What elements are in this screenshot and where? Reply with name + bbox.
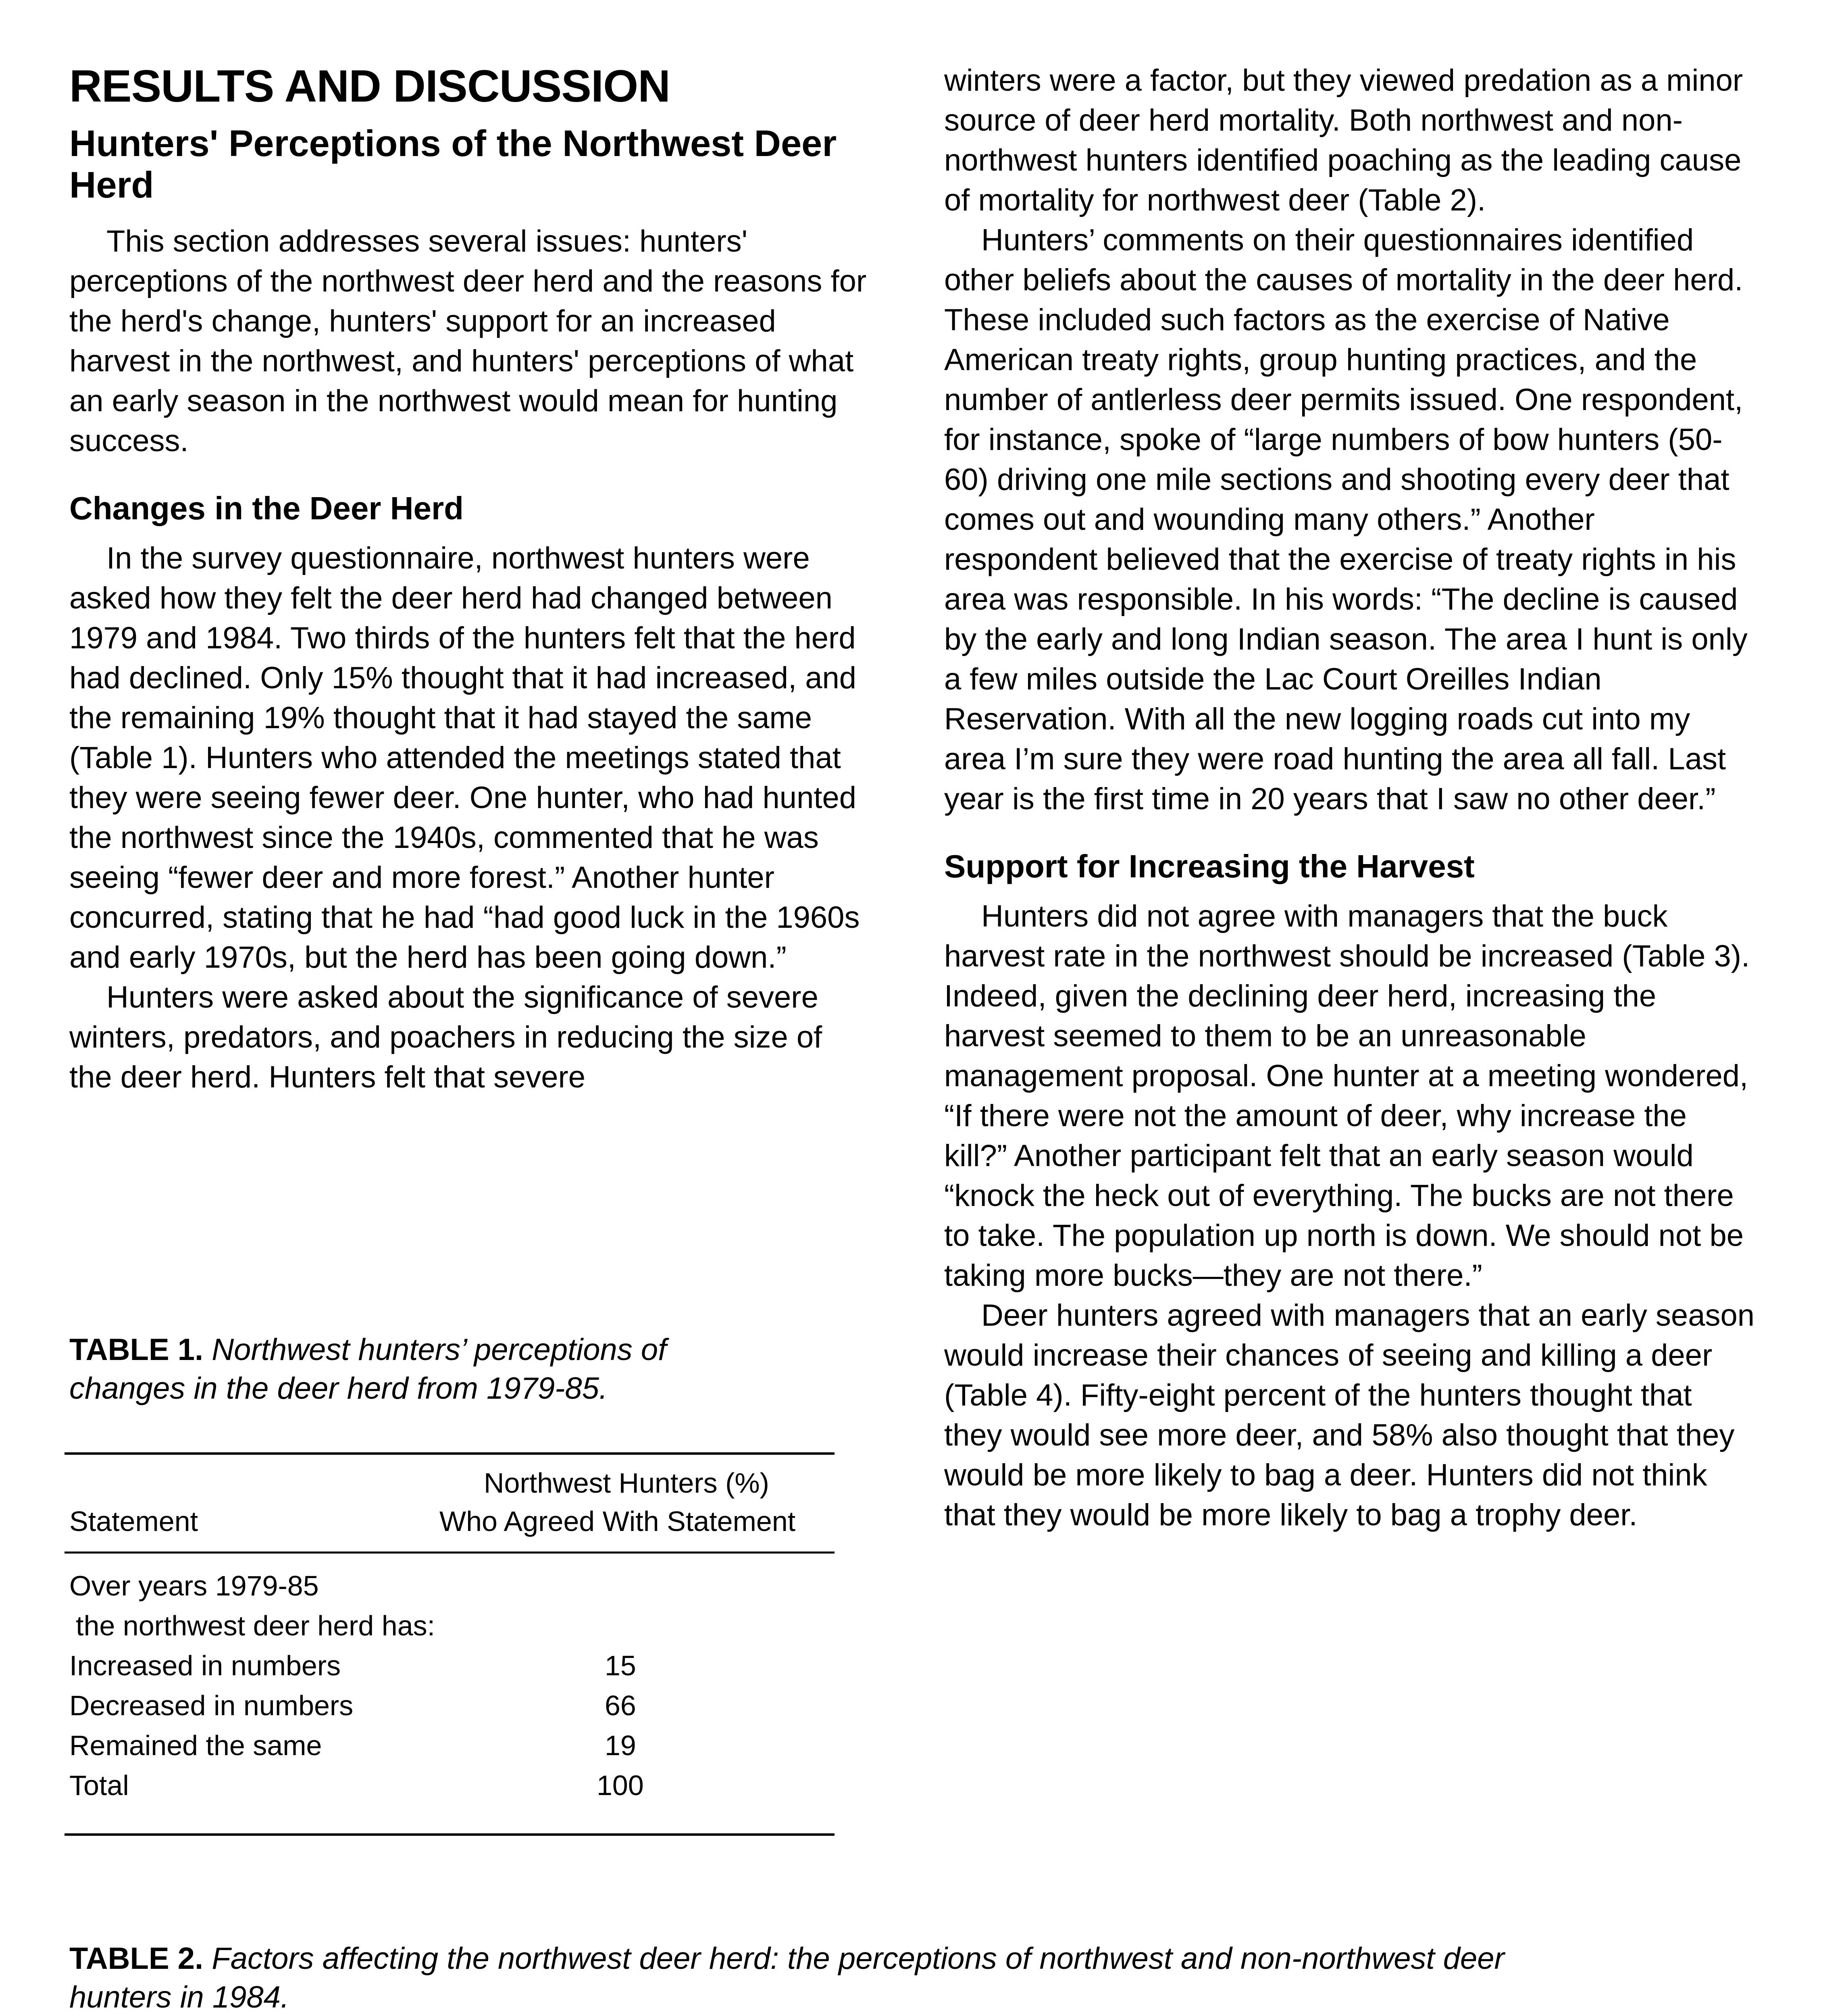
table-1-col-value-line1: Northwest Hunters (%) <box>484 1467 769 1499</box>
table-1-row-label: Total <box>69 1770 129 1801</box>
table-1-caption-text: Northwest hunters’ perceptions of changes in the deer herd from 1979-85. <box>69 1333 667 1406</box>
table-1-header <box>65 1455 835 1552</box>
table-1-row-value: 15 <box>605 1650 636 1681</box>
table-1-row-label: Remained the same <box>69 1730 322 1761</box>
table-1-row-label: Increased in numbers <box>69 1650 341 1681</box>
table-1-row-value: 100 <box>597 1770 644 1801</box>
paragraph-continued: winters were a factor, but they viewed predation as a minor source of deer herd mortality. Both northwest and non-northwest hunters identified poaching as the leading cause of mortality for northwest deer (Table 2). <box>944 63 1743 217</box>
table-1-caption <box>69 1331 787 1408</box>
table-1-row-value: 66 <box>605 1690 636 1721</box>
table-1-group-row <box>65 1610 835 1649</box>
paragraph-early-season: Deer hunters agreed with managers that an early season would increase their chances of seeing and killing a deer (Table 4). Fifty-eight percent of the hunters thought that they would see more deer, and 58% also thought that they would be more likely to bag a deer. Hunters did not think that they would be more likely to bag a trophy deer. <box>944 1298 1754 1532</box>
paragraph-herd-change: In the survey questionnaire, northwest hunters were asked how they felt the deer herd had changed between 1979 and 1984. Two thirds of the hunters felt that the herd had declined. Only 15% thought that it had increased, and the remaining 19% thought that it had stayed the same (Table 1). Hunters who attended the meetings stated that they were seeing fewer deer. One hunter, who had hunted the northwest since the 1940s, commented that he was seeing “fewer deer and more forest.” Another hunter concurred, stating that he had “had good luck in the 1960s and early 1970s, but the herd has been going down.” <box>69 541 860 975</box>
intro-paragraph: This section addresses several issues: hunters' perceptions of the northwest deer herd and the reasons for the herd's change, hunters' support for an increased harvest in the northwest, and hunters' perceptions of what an early season in the northwest would mean for hunting success. <box>69 224 867 458</box>
table-2-caption-text: Factors affecting the northwest deer herd: the perceptions of northwest and non-northwest deer hunters in 1984. <box>69 1941 1505 2014</box>
sub-title: Hunters' Perceptions of the Northwest Deer Herd <box>69 123 837 206</box>
table-2-label: TABLE 2. <box>69 1941 204 1976</box>
paragraph-hunter-comments: Hunters’ comments on their questionnaires identified other beliefs about the causes of mortality in the deer herd. These included such factors as the exercise of Native American treaty rights, group hunting practices, and the number of antlerless deer permits issued. One respondent, for instance, spoke of “large numbers of bow hunters (50-60) driving one mile sections and shooting every deer that comes out and wounding many others.” Another respondent believed that the exercise of treaty rights in his area was responsible. In his words: “The decline is caused by the early and long Indian season. The area I hunt is only a few miles outside the Lac Court Oreilles Indian Reservation. With all the new logging roads cut into my area I’m sure they were road hunting the area all fall. Last year is the first time in 20 years that I saw no other deer.” <box>944 223 1748 816</box>
table-1-group-row <box>65 1570 835 1610</box>
table-1 <box>65 1331 835 1836</box>
right-column <box>944 60 1754 1535</box>
table-1-bottom-rule <box>65 1833 835 1836</box>
paragraph-mortality-factors: Hunters were asked about the significance of severe winters, predators, and poachers in reducing the size of the deer herd. Hunters felt that severe <box>69 980 822 1094</box>
table-1-label: TABLE 1. <box>69 1333 204 1367</box>
table-1-col-statement: Statement <box>69 1506 198 1537</box>
table-1-col-value-line2: Who Agreed With Statement <box>439 1506 796 1537</box>
subhead-changes-in-deer-herd: Changes in the Deer Herd <box>69 490 464 526</box>
table-1-row-value: 19 <box>605 1730 636 1761</box>
table-1-group-line1: Over years 1979-85 <box>69 1570 319 1602</box>
table-row <box>65 1769 835 1809</box>
table-row <box>65 1689 835 1729</box>
table-1-group-line2: the northwest deer herd has: <box>76 1610 435 1641</box>
table-1-row-label: Decreased in numbers <box>69 1690 354 1721</box>
table-row <box>65 1729 835 1769</box>
table-row <box>65 1649 835 1689</box>
table-2-caption <box>69 1939 1521 2016</box>
subhead-support-for-harvest: Support for Increasing the Harvest <box>944 848 1475 884</box>
paragraph-harvest-support: Hunters did not agree with managers that the buck harvest rate in the northwest should be increased (Table 3). Indeed, given the declining deer herd, increasing the harvest seemed to them to be an unreasonable management proposal. One hunter at a meeting wondered, “If there were not the amount of deer, why increase the kill?” Another participant felt that an early season would “knock the heck out of everything. The bucks are not there to take. The population up north is down. We should not be taking more bucks—they are not there.” <box>944 899 1750 1293</box>
left-column <box>69 60 872 1097</box>
section-title: RESULTS AND DISCUSSION <box>69 61 670 111</box>
